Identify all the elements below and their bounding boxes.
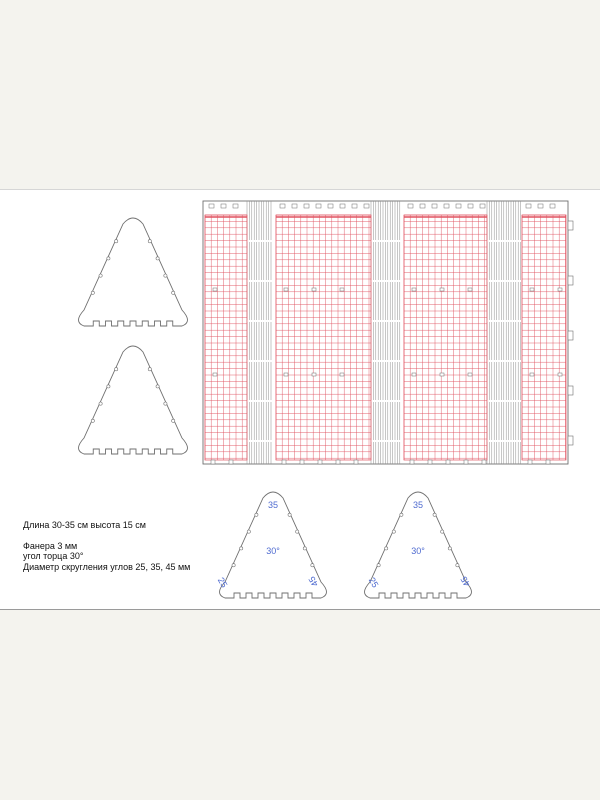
top-slot bbox=[408, 204, 413, 208]
end-panel-outlines-left bbox=[79, 218, 188, 454]
top-slot bbox=[526, 204, 531, 208]
top-slot bbox=[364, 204, 369, 208]
side-notch bbox=[377, 564, 380, 567]
bottom-slot bbox=[282, 460, 286, 464]
side-notch bbox=[448, 547, 451, 550]
note-corner-radius: Диаметр скругления углов 25, 35, 45 мм bbox=[23, 561, 191, 572]
tab-marker bbox=[312, 288, 316, 291]
specification-notes bbox=[23, 520, 190, 572]
side-notch bbox=[148, 240, 151, 243]
side-notch bbox=[156, 385, 159, 388]
side-notch bbox=[232, 564, 235, 567]
drawing-sheet bbox=[0, 189, 600, 610]
side-notch bbox=[288, 513, 291, 516]
top-slot bbox=[432, 204, 437, 208]
bottom-slot bbox=[211, 460, 215, 464]
edge-tab bbox=[568, 276, 573, 285]
note-plywood: Фанера 3 мм bbox=[23, 540, 78, 551]
tab-marker bbox=[558, 288, 562, 291]
top-slot bbox=[221, 204, 226, 208]
top-slot bbox=[468, 204, 473, 208]
side-notch bbox=[255, 513, 258, 516]
bottom-slot bbox=[446, 460, 450, 464]
note-angle: угол торца 30° bbox=[23, 551, 84, 561]
tab-marker bbox=[440, 288, 444, 291]
side-notch bbox=[441, 530, 444, 533]
tab-marker bbox=[440, 373, 444, 376]
side-notch bbox=[99, 402, 102, 405]
bottom-slot bbox=[428, 460, 432, 464]
end-panel-outlines-bottom bbox=[216, 492, 472, 598]
side-notch bbox=[115, 368, 118, 371]
side-notch bbox=[156, 257, 159, 260]
edge-tab bbox=[568, 436, 573, 445]
top-slot bbox=[538, 204, 543, 208]
end-panel-outline-2 bbox=[79, 346, 188, 454]
tab-marker bbox=[412, 288, 416, 291]
bottom-slot bbox=[482, 460, 486, 464]
side-notch bbox=[433, 513, 436, 516]
top-slot bbox=[316, 204, 321, 208]
bottom-slot bbox=[464, 460, 468, 464]
side-notch bbox=[400, 513, 403, 516]
top-slot bbox=[304, 204, 309, 208]
bottom-slot bbox=[229, 460, 233, 464]
side-notch bbox=[247, 530, 250, 533]
tab-marker bbox=[284, 373, 288, 376]
tab-marker bbox=[412, 373, 416, 376]
top-slot bbox=[444, 204, 449, 208]
top-slot bbox=[420, 204, 425, 208]
tab-marker bbox=[530, 288, 534, 291]
top-radius-label: 35 bbox=[412, 500, 424, 510]
top-slot bbox=[480, 204, 485, 208]
side-notch bbox=[303, 547, 306, 550]
left-radius-label: 25 bbox=[215, 575, 230, 590]
tab-marker bbox=[213, 373, 217, 376]
bottom-slot bbox=[300, 460, 304, 464]
side-notch bbox=[456, 564, 459, 567]
tab-marker bbox=[340, 373, 344, 376]
side-notch bbox=[115, 240, 118, 243]
side-notch bbox=[296, 530, 299, 533]
edge-tab bbox=[568, 221, 573, 230]
center-angle-label: 30° bbox=[411, 546, 425, 556]
tab-marker bbox=[312, 373, 316, 376]
top-radius-label: 35 bbox=[267, 500, 279, 510]
side-notch bbox=[164, 402, 167, 405]
side-notch bbox=[148, 368, 151, 371]
top-slot bbox=[352, 204, 357, 208]
note-dimensions: Длина 30-35 см высота 15 см bbox=[23, 520, 146, 530]
top-slot bbox=[292, 204, 297, 208]
top-slot bbox=[550, 204, 555, 208]
top-slot bbox=[233, 204, 238, 208]
top-slot bbox=[209, 204, 214, 208]
tab-marker bbox=[558, 373, 562, 376]
side-notch bbox=[311, 564, 314, 567]
side-notch bbox=[91, 291, 94, 294]
top-slot bbox=[280, 204, 285, 208]
end-panel-outline-1 bbox=[79, 218, 188, 326]
tab-marker bbox=[213, 288, 217, 291]
edge-tab bbox=[568, 331, 573, 340]
top-slot bbox=[328, 204, 333, 208]
side-notch bbox=[385, 547, 388, 550]
side-notch bbox=[172, 291, 175, 294]
side-notch bbox=[392, 530, 395, 533]
side-notch bbox=[172, 419, 175, 422]
bottom-slot bbox=[546, 460, 550, 464]
center-angle-label: 30° bbox=[266, 546, 280, 556]
side-notch bbox=[107, 385, 110, 388]
bottom-slot bbox=[318, 460, 322, 464]
tab-marker bbox=[340, 288, 344, 291]
tab-marker bbox=[468, 373, 472, 376]
side-notch bbox=[164, 274, 167, 277]
edge-tab bbox=[568, 386, 573, 395]
tab-marker bbox=[530, 373, 534, 376]
side-notch bbox=[99, 274, 102, 277]
side-notch bbox=[107, 257, 110, 260]
top-slot bbox=[340, 204, 345, 208]
bottom-slot bbox=[410, 460, 414, 464]
side-panels-grid bbox=[203, 201, 573, 464]
right-radius-label: 45 bbox=[458, 574, 473, 589]
bottom-slot bbox=[528, 460, 532, 464]
bottom-slot bbox=[336, 460, 340, 464]
side-notch bbox=[240, 547, 243, 550]
bottom-slot bbox=[354, 460, 358, 464]
side-notch bbox=[91, 419, 94, 422]
tab-marker bbox=[468, 288, 472, 291]
top-slot bbox=[456, 204, 461, 208]
right-radius-label: 45 bbox=[306, 574, 321, 589]
left-radius-label: 25 bbox=[366, 575, 381, 590]
tab-marker bbox=[284, 288, 288, 291]
